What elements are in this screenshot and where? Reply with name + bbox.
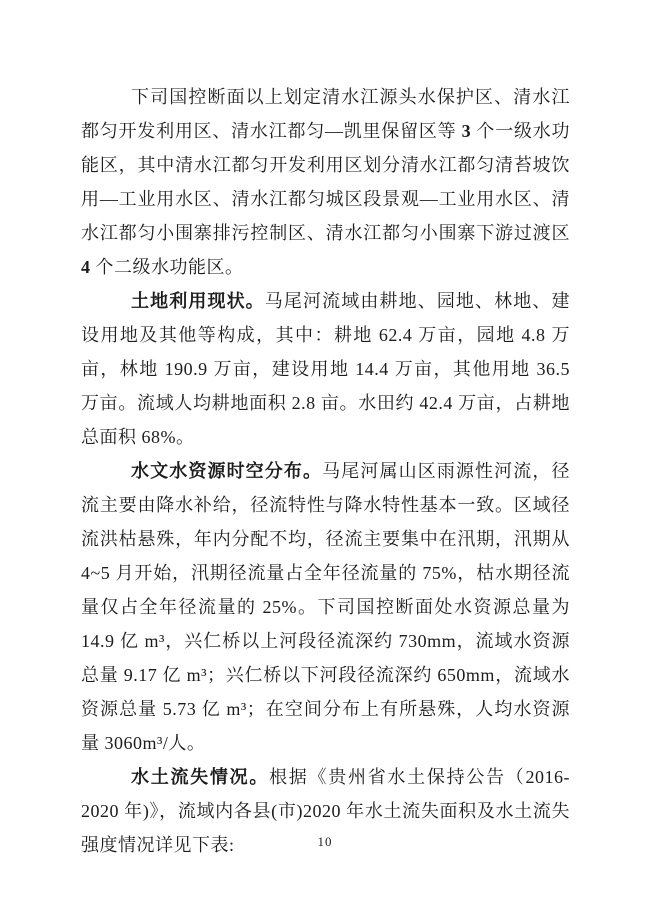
paragraph-bold-text: 3 (461, 121, 472, 141)
paragraph-1 (81, 80, 570, 284)
paragraph-text: 根据《贵州省水土保持公告（2016-2020 年)》，流域内各县(市)2020 年水土流失面积及水土流失强度情况详见下表: (81, 767, 570, 855)
page-number: 10 (317, 834, 333, 849)
paragraph-text: 个一级水功能区，其中清水江都匀开发利用区划分清水江都匀清苔坡饮用—工业用水区、清水江都匀城区段景观—工业用水区、清水江都匀小围寨排污控制区、清水江都匀小围寨下游过渡区 (81, 121, 571, 243)
paragraph-3 (81, 454, 570, 760)
paragraph-text: 下司国控断面以上划定清水江源头水保护区、清水江都匀开发利用区、清水江都匀—凯里保留区等 (81, 87, 570, 141)
paragraph-text: 马尾河属山区雨源性河流，径流主要由降水补给，径流特性与降水特性基本一致。区域径流洪枯悬殊，年内分配不均，径流主要集中在汛期，汛期从 4~5 月开始，汛期径流量占全年径流量的 75%，枯水期径流量仅占全年径流量的 25%。下司国控断面处水资源总量为 14.9 亿 m³，兴仁桥以上河段径流深约 730mm，流域水资源总量 9.17 亿 m³；兴仁桥以下河段径流深约 650mm，流域水资源总量 5.73 亿 m³；在空间分布上有所悬殊，人均水资源量 3060m³/人。 (81, 461, 571, 753)
paragraph-2 (81, 284, 570, 454)
document-body (81, 80, 570, 862)
paragraph-bold-text: 4 (81, 257, 91, 277)
paragraph-text: 马尾河流域由耕地、园地、林地、建设用地及其他等构成，其中：耕地 62.4 万亩，园地 4.8 万亩，林地 190.9 万亩，建设用地 14.4 万亩，其他用地 36.5 万亩。流域人均耕地面积 2.8 亩。水田约 42.4 万亩，占耕地总面积 68%。 (81, 291, 570, 447)
paragraph-bold-text: 土地利用现状。 (131, 291, 265, 311)
paragraph-bold-text: 水文水资源时空分布。 (131, 461, 323, 481)
paragraph-bold-text: 水土流失情况。 (131, 767, 270, 787)
paragraph-text: 个二级水功能区。 (90, 257, 244, 277)
